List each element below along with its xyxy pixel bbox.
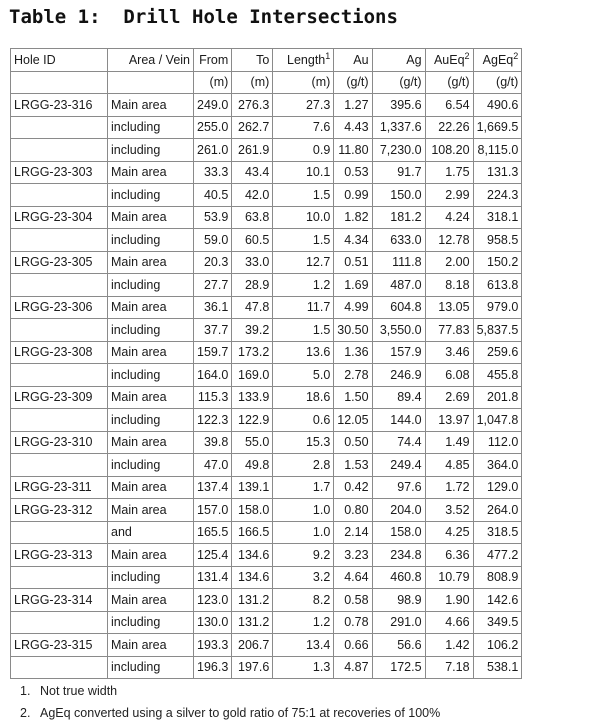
footnote-ref-1: 1 [325, 50, 331, 61]
ag-cell: 74.4 [372, 431, 425, 454]
to-cell: 173.2 [232, 341, 273, 364]
au-cell: 1.82 [334, 206, 372, 229]
col-header-aueq-label: AuEq [433, 52, 465, 67]
ag-cell: 150.0 [372, 184, 425, 207]
table-row [11, 589, 522, 612]
length-cell: 8.2 [273, 589, 334, 612]
hole-id-cell: LRGG-23-308 [11, 341, 108, 364]
ag-cell: 7,230.0 [372, 139, 425, 162]
unit-ageq: (g/t) [473, 71, 522, 94]
table-row [11, 431, 522, 454]
area-cell: Main area [108, 589, 194, 612]
ag-cell: 604.8 [372, 296, 425, 319]
ageq-cell: 8,115.0 [473, 139, 522, 162]
ageq-cell: 201.8 [473, 386, 522, 409]
area-cell: including [108, 364, 194, 387]
footnote-text: Not true width [40, 684, 118, 698]
table-row [11, 116, 522, 139]
to-cell: 261.9 [232, 139, 273, 162]
length-cell: 0.6 [273, 409, 334, 432]
table-row [11, 454, 522, 477]
aueq-cell: 1.72 [425, 476, 473, 499]
ag-cell: 89.4 [372, 386, 425, 409]
length-cell: 10.1 [273, 161, 334, 184]
to-cell: 55.0 [232, 431, 273, 454]
ageq-cell: 106.2 [473, 634, 522, 657]
area-cell: including [108, 656, 194, 679]
aueq-cell: 13.97 [425, 409, 473, 432]
area-cell: Main area [108, 296, 194, 319]
footnote-2 [20, 706, 440, 720]
length-cell: 3.2 [273, 566, 334, 589]
aueq-cell: 8.18 [425, 274, 473, 297]
table-row [11, 251, 522, 274]
ag-cell: 97.6 [372, 476, 425, 499]
ageq-cell: 958.5 [473, 229, 522, 252]
au-cell: 12.05 [334, 409, 372, 432]
ag-cell: 111.8 [372, 251, 425, 274]
hole-id-cell: LRGG-23-315 [11, 634, 108, 657]
area-cell: including [108, 184, 194, 207]
hole-id-cell: LRGG-23-310 [11, 431, 108, 454]
unit-from: (m) [194, 71, 232, 94]
from-cell: 130.0 [194, 611, 232, 634]
hole-id-cell: LRGG-23-303 [11, 161, 108, 184]
aueq-cell: 13.05 [425, 296, 473, 319]
ageq-cell: 318.5 [473, 521, 522, 544]
aueq-cell: 12.78 [425, 229, 473, 252]
area-cell: including [108, 611, 194, 634]
ageq-cell: 129.0 [473, 476, 522, 499]
hole-id-cell [11, 566, 108, 589]
ag-cell: 172.5 [372, 656, 425, 679]
hole-id-cell [11, 409, 108, 432]
from-cell: 33.3 [194, 161, 232, 184]
length-cell: 15.3 [273, 431, 334, 454]
table-row [11, 611, 522, 634]
aueq-cell: 1.90 [425, 589, 473, 612]
au-cell: 4.64 [334, 566, 372, 589]
length-cell: 27.3 [273, 94, 334, 117]
length-cell: 1.5 [273, 229, 334, 252]
hole-id-cell [11, 139, 108, 162]
ageq-cell: 349.5 [473, 611, 522, 634]
to-cell: 60.5 [232, 229, 273, 252]
aueq-cell: 10.79 [425, 566, 473, 589]
area-cell: Main area [108, 206, 194, 229]
table-row [11, 364, 522, 387]
from-cell: 196.3 [194, 656, 232, 679]
to-cell: 33.0 [232, 251, 273, 274]
ageq-cell: 142.6 [473, 589, 522, 612]
from-cell: 47.0 [194, 454, 232, 477]
footnote-text: AgEq converted using a silver to gold ratio of 75:1 at recoveries of 100% [40, 706, 441, 720]
aueq-cell: 6.36 [425, 544, 473, 567]
table-row [11, 476, 522, 499]
length-cell: 11.7 [273, 296, 334, 319]
length-cell: 1.7 [273, 476, 334, 499]
aueq-cell: 1.75 [425, 161, 473, 184]
hole-id-cell [11, 656, 108, 679]
from-cell: 123.0 [194, 589, 232, 612]
to-cell: 276.3 [232, 94, 273, 117]
au-cell: 0.51 [334, 251, 372, 274]
from-cell: 115.3 [194, 386, 232, 409]
au-cell: 1.69 [334, 274, 372, 297]
ag-cell: 395.6 [372, 94, 425, 117]
area-cell: including [108, 566, 194, 589]
from-cell: 137.4 [194, 476, 232, 499]
from-cell: 39.8 [194, 431, 232, 454]
hole-id-cell: LRGG-23-314 [11, 589, 108, 612]
au-cell: 0.66 [334, 634, 372, 657]
ag-cell: 98.9 [372, 589, 425, 612]
footnote-number: 2. [20, 706, 31, 720]
table-row [11, 184, 522, 207]
au-cell: 1.36 [334, 341, 372, 364]
to-cell: 63.8 [232, 206, 273, 229]
ageq-cell: 131.3 [473, 161, 522, 184]
to-cell: 122.9 [232, 409, 273, 432]
ag-cell: 246.9 [372, 364, 425, 387]
area-cell: and [108, 521, 194, 544]
ageq-cell: 490.6 [473, 94, 522, 117]
length-cell: 1.2 [273, 274, 334, 297]
aueq-cell: 108.20 [425, 139, 473, 162]
hole-id-cell: LRGG-23-316 [11, 94, 108, 117]
from-cell: 159.7 [194, 341, 232, 364]
to-cell: 206.7 [232, 634, 273, 657]
to-cell: 42.0 [232, 184, 273, 207]
to-cell: 49.8 [232, 454, 273, 477]
length-cell: 13.6 [273, 341, 334, 364]
ageq-cell: 979.0 [473, 296, 522, 319]
col-header-length [273, 49, 334, 72]
ageq-cell: 318.1 [473, 206, 522, 229]
aueq-cell: 1.49 [425, 431, 473, 454]
unit-au: (g/t) [334, 71, 372, 94]
au-cell: 1.27 [334, 94, 372, 117]
length-cell: 1.0 [273, 521, 334, 544]
hole-id-cell: LRGG-23-306 [11, 296, 108, 319]
table-row [11, 499, 522, 522]
length-cell: 10.0 [273, 206, 334, 229]
aueq-cell: 4.25 [425, 521, 473, 544]
table-row [11, 544, 522, 567]
from-cell: 59.0 [194, 229, 232, 252]
to-cell: 134.6 [232, 544, 273, 567]
hole-id-cell [11, 229, 108, 252]
aueq-cell: 1.42 [425, 634, 473, 657]
col-header-au: Au [334, 49, 372, 72]
au-cell: 4.34 [334, 229, 372, 252]
area-cell: Main area [108, 341, 194, 364]
length-cell: 7.6 [273, 116, 334, 139]
drill-hole-table [10, 48, 522, 679]
unit-length: (m) [273, 71, 334, 94]
from-cell: 165.5 [194, 521, 232, 544]
area-cell: including [108, 319, 194, 342]
aueq-cell: 4.85 [425, 454, 473, 477]
ag-cell: 633.0 [372, 229, 425, 252]
hole-id-cell: LRGG-23-311 [11, 476, 108, 499]
hole-id-cell [11, 319, 108, 342]
unit-to: (m) [232, 71, 273, 94]
from-cell: 157.0 [194, 499, 232, 522]
aueq-cell: 77.83 [425, 319, 473, 342]
table-row [11, 274, 522, 297]
ageq-cell: 538.1 [473, 656, 522, 679]
ageq-cell: 477.2 [473, 544, 522, 567]
au-cell: 1.50 [334, 386, 372, 409]
col-header-to: To [232, 49, 273, 72]
hole-id-cell: LRGG-23-313 [11, 544, 108, 567]
from-cell: 40.5 [194, 184, 232, 207]
unit-cell-empty [11, 71, 108, 94]
ageq-cell: 224.3 [473, 184, 522, 207]
au-cell: 3.23 [334, 544, 372, 567]
ag-cell: 157.9 [372, 341, 425, 364]
to-cell: 166.5 [232, 521, 273, 544]
ag-cell: 181.2 [372, 206, 425, 229]
footnote-number: 1. [20, 684, 31, 698]
ag-cell: 56.6 [372, 634, 425, 657]
hole-id-cell: LRGG-23-312 [11, 499, 108, 522]
col-header-aueq [425, 49, 473, 72]
to-cell: 169.0 [232, 364, 273, 387]
au-cell: 2.78 [334, 364, 372, 387]
from-cell: 193.3 [194, 634, 232, 657]
from-cell: 131.4 [194, 566, 232, 589]
ag-cell: 3,550.0 [372, 319, 425, 342]
hole-id-cell: LRGG-23-309 [11, 386, 108, 409]
ageq-cell: 613.8 [473, 274, 522, 297]
au-cell: 0.42 [334, 476, 372, 499]
length-cell: 13.4 [273, 634, 334, 657]
table-title: Table 1: Drill Hole Intersections [9, 6, 398, 28]
table-row [11, 206, 522, 229]
aueq-cell: 22.26 [425, 116, 473, 139]
au-cell: 0.78 [334, 611, 372, 634]
aueq-cell: 6.54 [425, 94, 473, 117]
footnote-1 [20, 684, 117, 698]
aueq-cell: 3.46 [425, 341, 473, 364]
au-cell: 0.99 [334, 184, 372, 207]
hole-id-cell: LRGG-23-305 [11, 251, 108, 274]
ageq-cell: 112.0 [473, 431, 522, 454]
from-cell: 122.3 [194, 409, 232, 432]
table-row [11, 634, 522, 657]
from-cell: 36.1 [194, 296, 232, 319]
area-cell: Main area [108, 94, 194, 117]
table-row [11, 139, 522, 162]
area-cell: Main area [108, 634, 194, 657]
area-cell: Main area [108, 386, 194, 409]
au-cell: 30.50 [334, 319, 372, 342]
to-cell: 197.6 [232, 656, 273, 679]
ag-cell: 144.0 [372, 409, 425, 432]
table-row [11, 161, 522, 184]
area-cell: Main area [108, 161, 194, 184]
au-cell: 0.80 [334, 499, 372, 522]
table-row [11, 566, 522, 589]
length-cell: 1.0 [273, 499, 334, 522]
to-cell: 134.6 [232, 566, 273, 589]
aueq-cell: 3.52 [425, 499, 473, 522]
hole-id-cell: LRGG-23-304 [11, 206, 108, 229]
au-cell: 0.53 [334, 161, 372, 184]
table-row [11, 94, 522, 117]
length-cell: 2.8 [273, 454, 334, 477]
to-cell: 158.0 [232, 499, 273, 522]
from-cell: 20.3 [194, 251, 232, 274]
ageq-cell: 150.2 [473, 251, 522, 274]
to-cell: 43.4 [232, 161, 273, 184]
table-body [11, 94, 522, 679]
table-row [11, 319, 522, 342]
hole-id-cell [11, 274, 108, 297]
au-cell: 2.14 [334, 521, 372, 544]
au-cell: 4.43 [334, 116, 372, 139]
col-header-ageq [473, 49, 522, 72]
area-cell: including [108, 274, 194, 297]
hole-id-cell [11, 364, 108, 387]
table-row [11, 409, 522, 432]
col-header-ageq-label: AgEq [482, 52, 514, 67]
ag-cell: 204.0 [372, 499, 425, 522]
au-cell: 0.58 [334, 589, 372, 612]
from-cell: 255.0 [194, 116, 232, 139]
ageq-cell: 364.0 [473, 454, 522, 477]
from-cell: 27.7 [194, 274, 232, 297]
length-cell: 1.5 [273, 319, 334, 342]
ageq-cell: 1,047.8 [473, 409, 522, 432]
au-cell: 0.50 [334, 431, 372, 454]
units-row [11, 71, 522, 94]
area-cell: Main area [108, 431, 194, 454]
table-row [11, 296, 522, 319]
ageq-cell: 5,837.5 [473, 319, 522, 342]
footnote-ref-2: 2 [513, 50, 519, 61]
to-cell: 28.9 [232, 274, 273, 297]
from-cell: 249.0 [194, 94, 232, 117]
length-cell: 9.2 [273, 544, 334, 567]
to-cell: 39.2 [232, 319, 273, 342]
area-cell: including [108, 139, 194, 162]
table-row [11, 386, 522, 409]
aueq-cell: 4.24 [425, 206, 473, 229]
aueq-cell: 4.66 [425, 611, 473, 634]
length-cell: 1.5 [273, 184, 334, 207]
length-cell: 1.3 [273, 656, 334, 679]
table-row [11, 656, 522, 679]
area-cell: Main area [108, 544, 194, 567]
length-cell: 5.0 [273, 364, 334, 387]
length-cell: 0.9 [273, 139, 334, 162]
col-header-area: Area / Vein [108, 49, 194, 72]
au-cell: 1.53 [334, 454, 372, 477]
unit-ag: (g/t) [372, 71, 425, 94]
unit-aueq: (g/t) [425, 71, 473, 94]
hole-id-cell [11, 521, 108, 544]
ag-cell: 158.0 [372, 521, 425, 544]
hole-id-cell [11, 184, 108, 207]
to-cell: 262.7 [232, 116, 273, 139]
table-row [11, 229, 522, 252]
header-row [11, 49, 522, 72]
aueq-cell: 2.00 [425, 251, 473, 274]
to-cell: 131.2 [232, 611, 273, 634]
area-cell: Main area [108, 499, 194, 522]
to-cell: 139.1 [232, 476, 273, 499]
ag-cell: 460.8 [372, 566, 425, 589]
aueq-cell: 7.18 [425, 656, 473, 679]
ag-cell: 487.0 [372, 274, 425, 297]
area-cell: including [108, 454, 194, 477]
au-cell: 4.99 [334, 296, 372, 319]
aueq-cell: 6.08 [425, 364, 473, 387]
col-header-length-label: Length [287, 52, 326, 67]
ageq-cell: 264.0 [473, 499, 522, 522]
area-cell: including [108, 409, 194, 432]
ageq-cell: 1,669.5 [473, 116, 522, 139]
au-cell: 4.87 [334, 656, 372, 679]
aueq-cell: 2.69 [425, 386, 473, 409]
length-cell: 1.2 [273, 611, 334, 634]
to-cell: 47.8 [232, 296, 273, 319]
from-cell: 37.7 [194, 319, 232, 342]
ageq-cell: 455.8 [473, 364, 522, 387]
from-cell: 261.0 [194, 139, 232, 162]
from-cell: 125.4 [194, 544, 232, 567]
au-cell: 11.80 [334, 139, 372, 162]
ag-cell: 291.0 [372, 611, 425, 634]
area-cell: Main area [108, 251, 194, 274]
col-header-ag: Ag [372, 49, 425, 72]
from-cell: 164.0 [194, 364, 232, 387]
to-cell: 131.2 [232, 589, 273, 612]
to-cell: 133.9 [232, 386, 273, 409]
ag-cell: 1,337.6 [372, 116, 425, 139]
footnote-ref-2: 2 [464, 50, 470, 61]
hole-id-cell [11, 454, 108, 477]
col-header-hole-id: Hole ID [11, 49, 108, 72]
length-cell: 12.7 [273, 251, 334, 274]
ag-cell: 91.7 [372, 161, 425, 184]
hole-id-cell [11, 611, 108, 634]
ag-cell: 249.4 [372, 454, 425, 477]
ageq-cell: 259.6 [473, 341, 522, 364]
from-cell: 53.9 [194, 206, 232, 229]
hole-id-cell [11, 116, 108, 139]
table-row [11, 341, 522, 364]
area-cell: Main area [108, 476, 194, 499]
length-cell: 18.6 [273, 386, 334, 409]
area-cell: including [108, 116, 194, 139]
aueq-cell: 2.99 [425, 184, 473, 207]
ageq-cell: 808.9 [473, 566, 522, 589]
ag-cell: 234.8 [372, 544, 425, 567]
table-row [11, 521, 522, 544]
col-header-from: From [194, 49, 232, 72]
area-cell: including [108, 229, 194, 252]
unit-cell-empty [108, 71, 194, 94]
